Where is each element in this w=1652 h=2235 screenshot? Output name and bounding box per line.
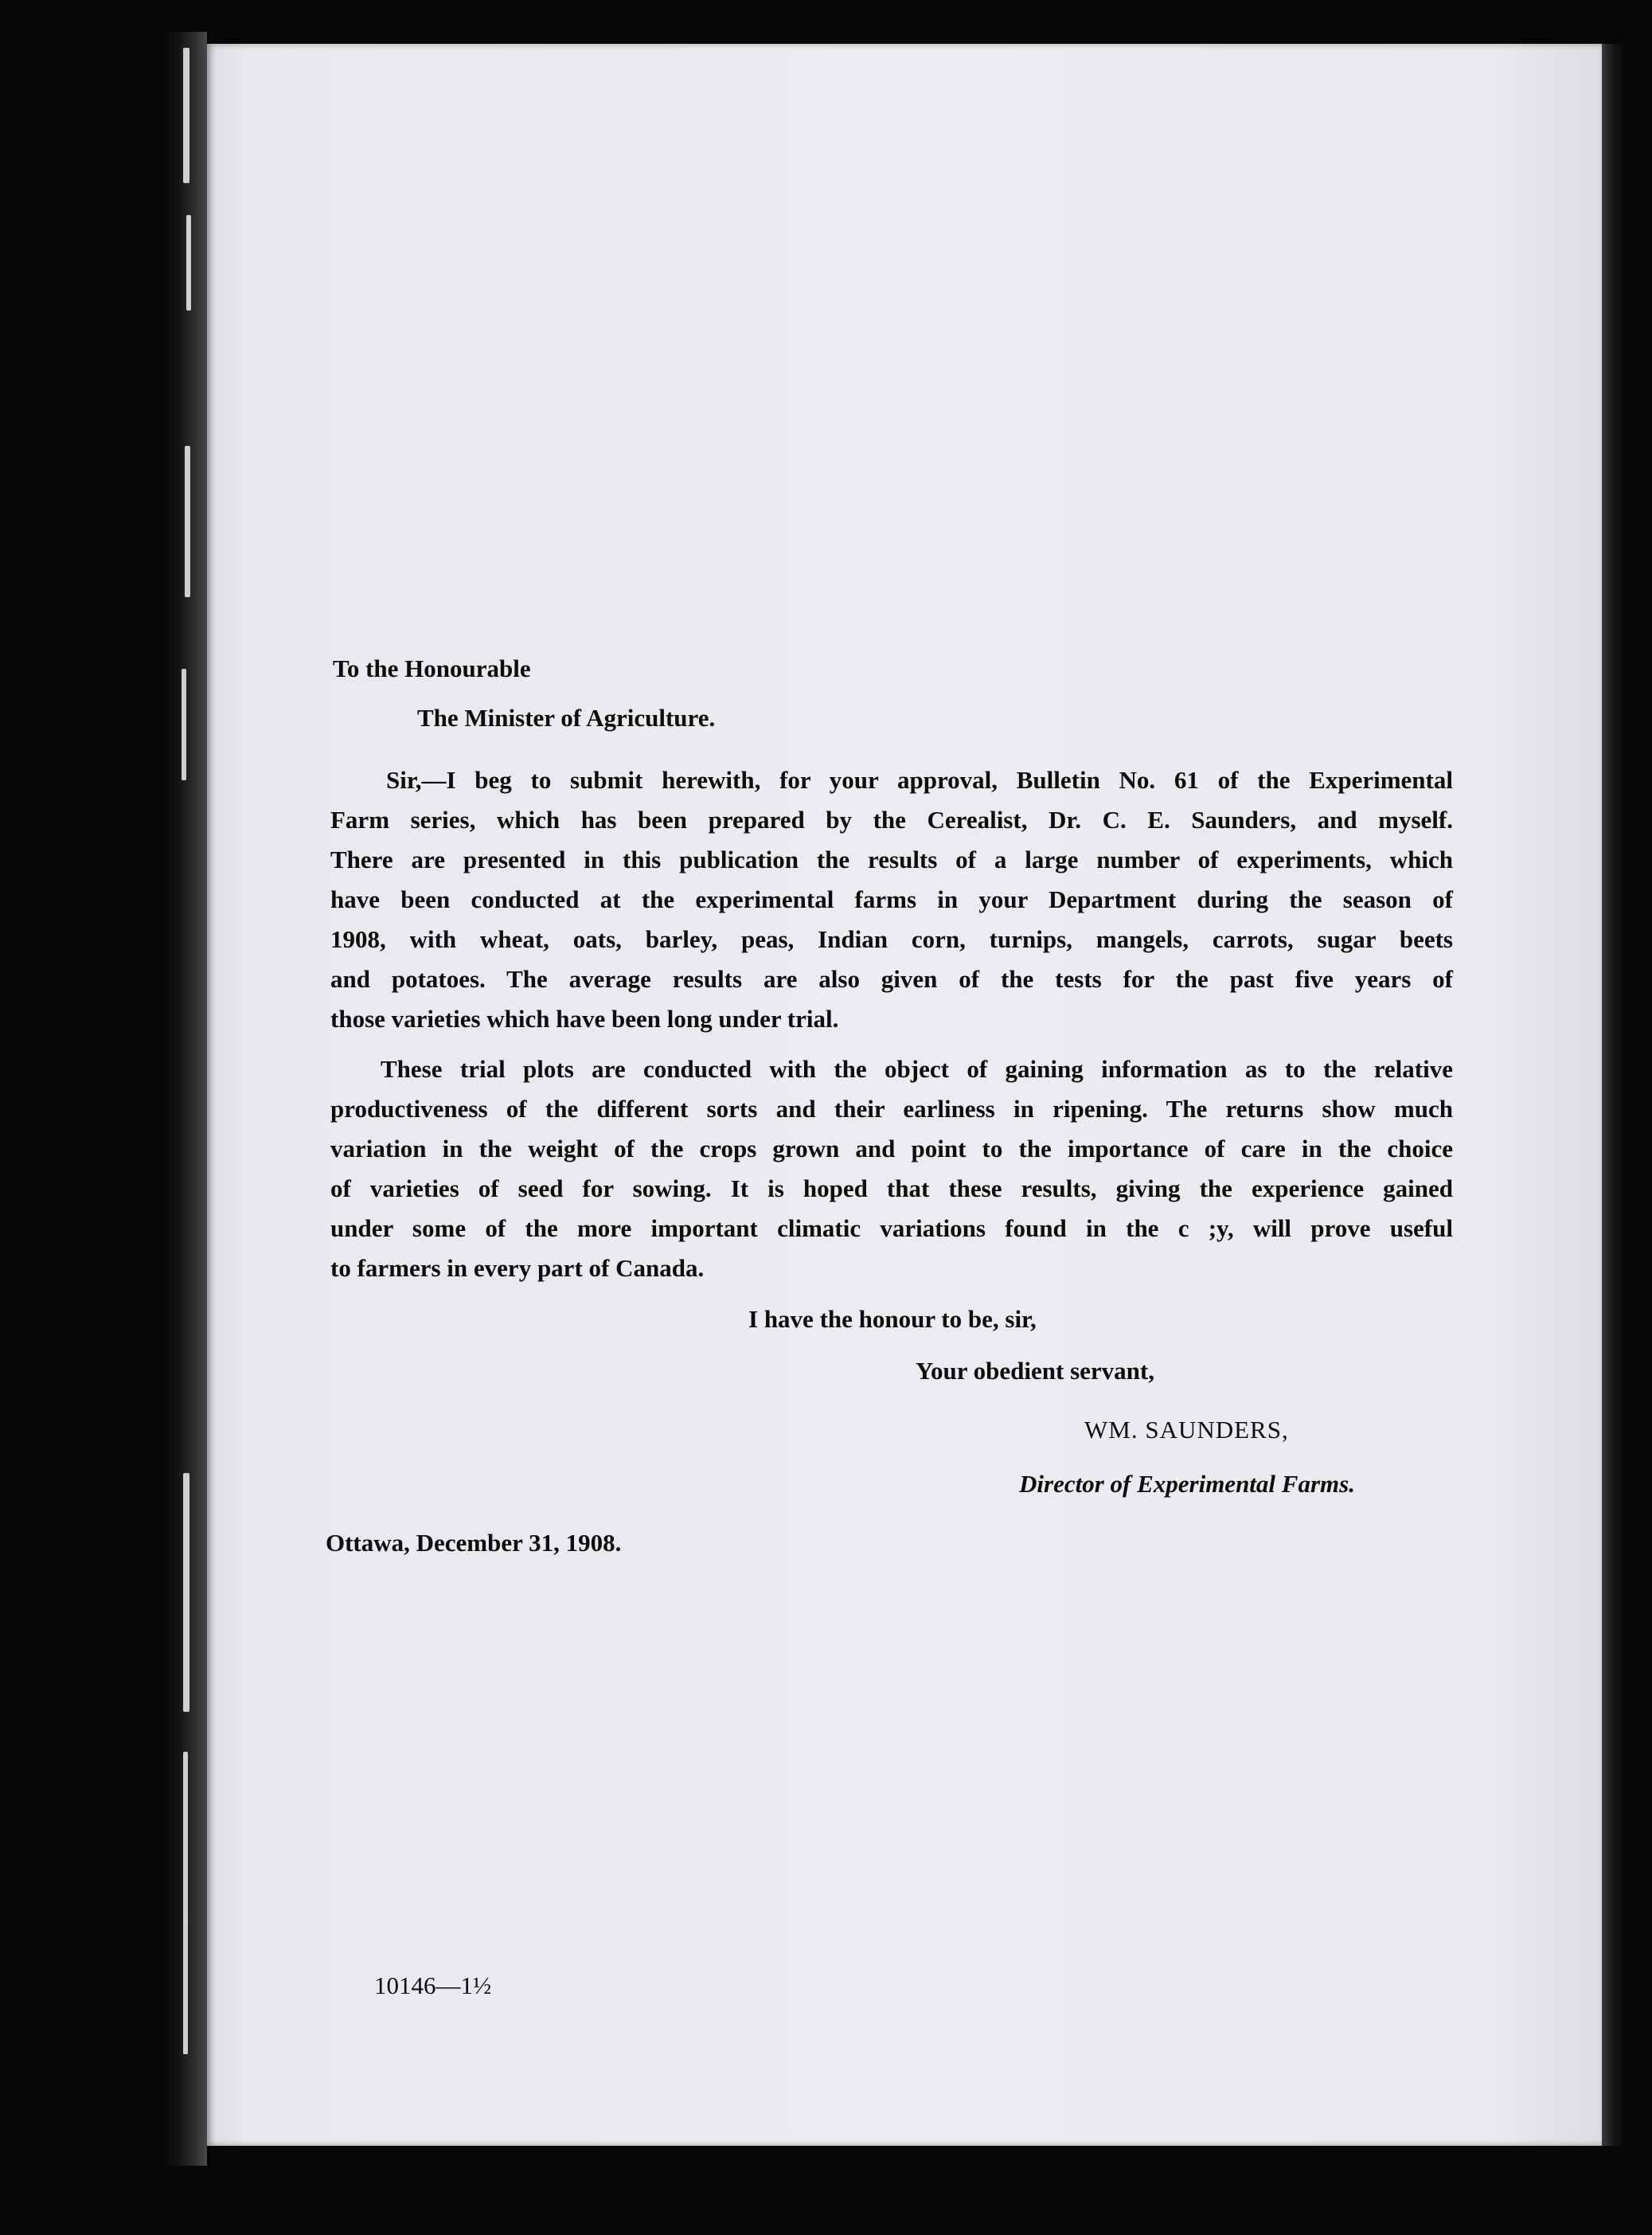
paragraph-2-line: under some of the more important climatic variations found in the c ;y, will prove useful <box>330 1214 1453 1242</box>
binding-shadow-right <box>1602 44 1623 2146</box>
binding-mark <box>183 1473 189 1712</box>
signature-name: WM. SAUNDERS, <box>1084 1416 1289 1444</box>
closing-line-1: I have the honour to be, sir, <box>748 1305 1037 1333</box>
binding-mark <box>186 215 191 311</box>
paragraph-2-line: of varieties of seed for sowing. It is hoped that these results, giving the experience gained <box>330 1174 1453 1202</box>
paragraph-1 <box>330 760 1453 1039</box>
closing-line-2: Your obedient servant, <box>916 1357 1154 1385</box>
paragraph-2-line: to farmers in every part of Canada. <box>330 1254 705 1282</box>
paragraph-1-line: those varieties which have been long under trial. <box>330 1005 839 1033</box>
salutation-line-1: To the Honourable <box>333 654 531 682</box>
paragraph-1-line: and potatoes. The average results are also given of the tests for the past five years of <box>330 965 1453 993</box>
paragraph-1-line: 1908, with wheat, oats, barley, peas, Indian corn, turnips, mangels, carrots, sugar beets <box>330 925 1453 953</box>
page-footer-code: 10146—1½ <box>374 1971 492 1999</box>
paragraph-2-line: These trial plots are conducted with the object of gaining information as to the relative <box>381 1055 1453 1083</box>
place-and-date: Ottawa, December 31, 1908. <box>326 1529 622 1557</box>
paragraph-2 <box>330 1049 1453 1288</box>
paragraph-2-line: productiveness of the different sorts and their earliness in ripening. The returns show much <box>330 1095 1453 1123</box>
salutation-line-2: The Minister of Agriculture. <box>417 704 716 732</box>
paragraph-1-line: Sir,—I beg to submit herewith, for your approval, Bulletin No. 61 of the Experimental <box>386 766 1453 794</box>
binding-mark <box>183 1752 188 2054</box>
paragraph-2-line: variation in the weight of the crops grown and point to the importance of care in the choice <box>330 1135 1453 1162</box>
binding-shadow-left <box>159 32 207 2166</box>
paragraph-1-line: There are presented in this publication the results of a large number of experiments, which <box>330 846 1453 873</box>
signature-title: Director of Experimental Farms. <box>1019 1470 1355 1498</box>
binding-mark <box>185 446 190 597</box>
paragraph-1-line: Farm series, which has been prepared by the Cerealist, Dr. C. E. Saunders, and myself. <box>330 806 1453 834</box>
binding-mark <box>183 48 189 183</box>
binding-mark <box>182 669 186 780</box>
paragraph-1-line: have been conducted at the experimental farms in your Department during the season of <box>330 885 1453 913</box>
